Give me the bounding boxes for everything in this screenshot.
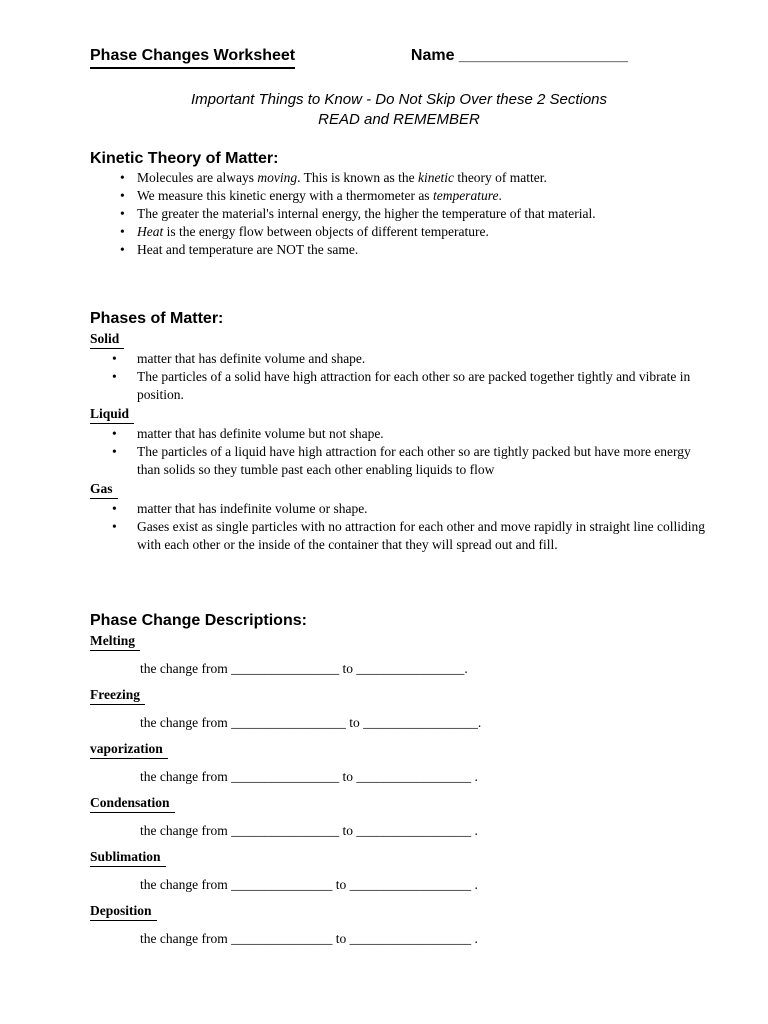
bullet-marker: • [112,519,117,534]
bullet-text [137,518,708,554]
name-field [411,46,628,66]
section-phases-of-matter [90,309,708,554]
phase-changes-heading: Phase Change Descriptions: [90,612,307,629]
notice-line1: Important Things to Know - Do Not Skip Over these 2 Sections [190,91,608,108]
text-run: . [498,188,502,203]
phase-term: Gas [90,480,118,499]
phase-change-line: the change from ________________ to ________________. [140,661,468,676]
text-run: The particles of a liquid have high attraction for each other so are tightly packed but have more energy than solids so they tumble past each other enabling liquids to flow [137,444,691,477]
text-run: Gases exist as single particles with no attraction for each other and move rapidly in straight line colliding with each other or the inside of the container that they will spread out and fill. [137,519,705,552]
phase-change-item [90,794,708,840]
phase-group-gas [90,480,708,554]
text-run: matter that has definite volume but not shape. [137,426,384,441]
kinetic-bullet-list [90,169,708,259]
bullet-item [90,443,708,479]
text-run: is the energy flow between objects of different temperature. [163,224,489,239]
bullet-text [137,500,708,518]
bullet-item [90,205,708,223]
bullet-item [90,169,708,187]
text-run: Heat and temperature are NOT the same. [137,242,359,257]
name-label: Name [410,47,455,64]
worksheet-title: Phase Changes Worksheet [90,46,295,69]
bullet-marker: • [112,369,117,384]
phase-change-term: Deposition [90,902,157,921]
phases-heading: Phases of Matter: [90,310,224,327]
phase-change-line: the change from ________________ to _________________ . [140,769,478,784]
phase-change-line: the change from _______________ to __________________ . [140,877,478,892]
text-run: theory of matter. [453,170,547,185]
phase-term: Solid [90,330,124,349]
phase-bullet-list [90,425,708,479]
phase-group-solid [90,330,708,404]
phase-change-item [90,848,708,894]
phase-change-item [90,902,708,948]
phase-bullet-list [90,350,708,404]
section-phase-change-descriptions [90,611,708,948]
bullet-item [90,368,708,404]
bullet-item [90,518,708,554]
phase-change-item [90,686,708,732]
text-run: matter that has definite volume and shape. [137,351,366,366]
phase-group-liquid [90,405,708,479]
bullet-marker: • [120,188,125,203]
phase-bullet-list [90,500,708,554]
text-run: The greater the material's internal energy, the higher the temperature of that material. [137,206,596,221]
bullet-text [137,205,708,223]
bullet-text [137,350,708,368]
bullet-marker: • [112,426,117,441]
italic-text-run: kinetic [417,170,454,185]
text-run: matter that has indefinite volume or shape. [137,501,368,516]
bullet-marker: • [112,444,117,459]
bullet-item [90,425,708,443]
phase-change-term: Freezing [90,686,145,705]
bullet-marker: • [112,501,117,516]
worksheet-header [90,46,708,69]
text-run: Molecules are always [137,170,258,185]
important-notice [90,90,708,130]
italic-text-run: temperature [432,188,499,203]
bullet-text [137,443,708,479]
bullet-item [90,187,708,205]
phase-change-line: the change from _________________ to _________________. [140,715,482,730]
bullet-item [90,350,708,368]
italic-text-run: moving [257,170,298,185]
bullet-text [137,425,708,443]
phase-change-line: the change from ________________ to _________________ . [140,823,478,838]
phase-change-term: Melting [90,632,140,651]
bullet-item [90,223,708,241]
phase-change-list [90,632,708,948]
phase-change-item [90,740,708,786]
bullet-marker: • [120,224,125,239]
bullet-marker: • [120,170,125,185]
bullet-text [137,223,708,241]
phases-groups [90,330,708,554]
phase-term: Liquid [90,405,134,424]
bullet-item [90,500,708,518]
phase-change-term: Sublimation [90,848,166,867]
bullet-item [90,241,708,259]
text-run: The particles of a solid have high attraction for each other so are packed together tightly and vibrate in position. [137,369,691,402]
bullet-text [137,241,708,259]
text-run: We measure this kinetic energy with a thermometer as [137,188,433,203]
bullet-marker: • [120,206,125,221]
section-kinetic-theory [90,149,708,259]
kinetic-theory-heading: Kinetic Theory of Matter: [90,150,279,167]
text-run: . This is known as the [297,170,418,185]
bullet-text [137,187,708,205]
phase-change-term: vaporization [90,740,168,759]
phase-change-term: Condensation [90,794,175,813]
bullet-marker: • [120,242,125,257]
italic-text-run: Heat [137,224,164,239]
bullet-text [137,169,708,187]
bullet-marker: • [112,351,117,366]
phase-change-line: the change from _______________ to __________________ . [140,931,478,946]
phase-change-item [90,632,708,678]
notice-line2: READ and REMEMBER [318,111,480,128]
name-blank: ___________________ [458,47,628,64]
bullet-text [137,368,708,404]
